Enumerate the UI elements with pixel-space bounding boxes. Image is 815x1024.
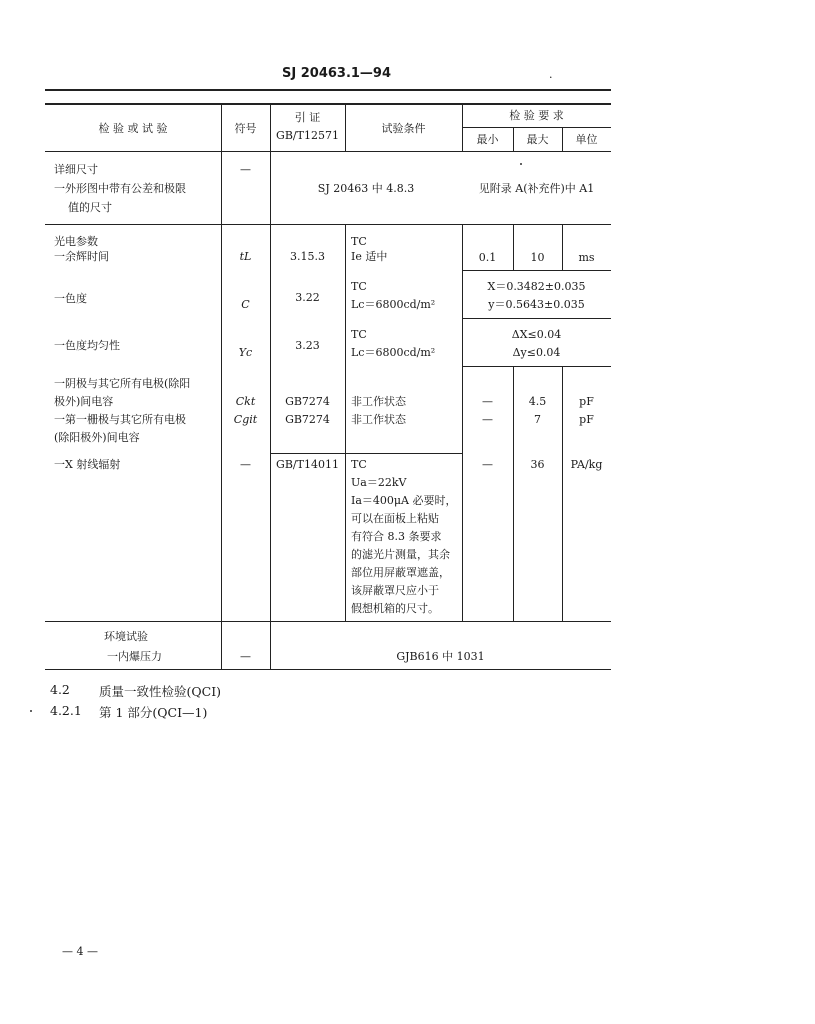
xray-ref: GB/T14011 — [276, 458, 339, 471]
env-symbol: — — [240, 650, 251, 663]
col-head-ref-std: GB/T12571 — [276, 129, 339, 142]
cap1-unit: pF — [579, 395, 594, 408]
afterglow-req-rule — [462, 270, 611, 271]
section-4-2-number: 4.2 — [50, 682, 70, 697]
xray-label: 一X 射线辐射 — [54, 458, 121, 471]
afterglow-cond-1: TC — [351, 235, 367, 248]
xray-min: — — [482, 458, 493, 471]
chroma-req-y: y＝0.5643±0.035 — [488, 298, 585, 311]
col-head-symbol: 符号 — [234, 122, 257, 135]
cap1-max: 4.5 — [528, 395, 547, 408]
section-4-2-1-number: 4.2.1 — [50, 703, 82, 718]
afterglow-unit: ms — [578, 251, 595, 264]
elec-section-title: 光电参数 — [54, 235, 98, 248]
cap2-min: — — [482, 413, 493, 426]
cap1-label: 一阴极与其它所有电极(除阳 — [54, 377, 191, 390]
uniformity-ref: 3.23 — [295, 339, 320, 352]
uniformity-cond-2: Lc＝6800cd/m² — [351, 346, 436, 359]
table-header-top-rule — [45, 103, 611, 105]
col-head-cond: 试验条件 — [381, 122, 426, 135]
env-section-title: 环境试验 — [104, 630, 148, 643]
env-top-rule — [45, 621, 611, 622]
dims-bottom-rule — [45, 224, 611, 225]
margin-speck — [30, 710, 32, 712]
chroma-label: 一色度 — [54, 292, 87, 305]
header-bottom-rule — [45, 151, 611, 152]
uniformity-symbol: Yc — [238, 346, 253, 359]
uniformity-label: 一色度均匀性 — [54, 339, 120, 352]
dims-requirement: 见附录 A(补充件)中 A1 — [478, 182, 595, 195]
header-mark: . — [549, 68, 553, 81]
req-subheader-rule — [462, 127, 611, 128]
chroma-ref: 3.22 — [295, 291, 320, 304]
chroma-cond-1: TC — [351, 280, 367, 293]
afterglow-symbol: tL — [239, 250, 252, 263]
dims-label-2: 一外形图中带有公差和极限 — [54, 182, 186, 195]
cap2-cond: 非工作状态 — [351, 413, 406, 426]
cap1-label-2: 极外)间电容 — [54, 395, 114, 408]
cap2-symbol: Cgit — [233, 413, 258, 426]
afterglow-ref: 3.15.3 — [290, 250, 325, 263]
table-top-rule — [45, 89, 611, 91]
section-4-2-title: 质量一致性检验(QCI) — [99, 684, 222, 699]
cap1-min: — — [482, 395, 493, 408]
document-number: SJ 20463.1—94 — [282, 66, 392, 81]
col-divider-item — [221, 103, 222, 669]
xray-cond-line-1: TC — [351, 458, 367, 471]
env-implosion-label: 一内爆压力 — [107, 650, 162, 663]
dims-spec: SJ 20463 中 4.8.3 — [317, 182, 415, 195]
env-spec: GJB616 中 1031 — [396, 650, 485, 663]
xray-cond-line-4: 可以在面板上粘贴 — [351, 512, 439, 525]
afterglow-label: 一余辉时间 — [54, 250, 109, 263]
cap1-symbol: Ckt — [235, 395, 256, 408]
afterglow-cond-2: Ie 适中 — [351, 250, 388, 263]
xray-cond-line-7: 部位用屏蔽罩遮盖， — [351, 566, 450, 579]
xray-unit: PA/kg — [570, 458, 603, 471]
xray-cond-rule — [270, 453, 462, 454]
col-head-ref: 引 证 — [294, 111, 321, 124]
xray-cond-line-3: Ia＝400μA 必要时， — [351, 494, 457, 507]
cap2-ref: GB7274 — [285, 413, 330, 426]
xray-max: 36 — [530, 458, 545, 471]
col-head-min: 最小 — [476, 133, 499, 146]
chroma-req-x: X＝0.3482±0.035 — [487, 280, 586, 293]
cap1-cond: 非工作状态 — [351, 395, 406, 408]
page-number: — 4 — — [62, 945, 98, 958]
xray-symbol: — — [240, 458, 251, 471]
cap2-max: 7 — [534, 413, 541, 426]
section-4-2-1-title: 第 1 部分(QCI—1) — [99, 705, 208, 720]
uniformity-req-y: Δy≤0.04 — [512, 346, 561, 359]
table-bottom-rule — [45, 669, 611, 670]
chroma-req-rule — [462, 318, 611, 319]
dims-symbol: — — [240, 163, 251, 176]
cap2-unit: pF — [579, 413, 594, 426]
dims-speck — [520, 163, 522, 165]
col-head-max: 最大 — [526, 133, 549, 146]
col-head-req: 检 验 要 求 — [509, 109, 564, 122]
dims-label-3: 值的尺寸 — [68, 201, 112, 214]
xray-cond-line-9: 假想机箱的尺寸。 — [351, 602, 439, 615]
col-head-item: 检 验 或 试 验 — [98, 122, 168, 135]
xray-cond-line-6: 的滤光片测量，其余 — [351, 548, 450, 561]
uniformity-req-rule — [462, 366, 611, 367]
uniformity-req-x: ΔX≤0.04 — [511, 328, 562, 341]
cap2-label: 一第一栅极与其它所有电极 — [54, 413, 186, 426]
xray-cond-line-2: Ua＝22kV — [351, 476, 407, 489]
xray-cond-line-8: 该屏蔽罩尺应小于 — [351, 584, 439, 597]
cap2-label-2: (除阳极外)间电容 — [54, 431, 140, 444]
dims-label: 详细尺寸 — [54, 163, 98, 176]
chroma-cond-2: Lc＝6800cd/m² — [351, 298, 436, 311]
afterglow-min: 0.1 — [478, 251, 497, 264]
uniformity-cond-1: TC — [351, 328, 367, 341]
col-head-unit: 单位 — [575, 133, 598, 146]
chroma-symbol: C — [241, 298, 250, 311]
xray-cond-line-5: 有符合 8.3 条要求 — [351, 530, 442, 543]
col-divider-ref — [345, 224, 346, 621]
afterglow-max: 10 — [530, 251, 545, 264]
cap1-ref: GB7274 — [285, 395, 330, 408]
